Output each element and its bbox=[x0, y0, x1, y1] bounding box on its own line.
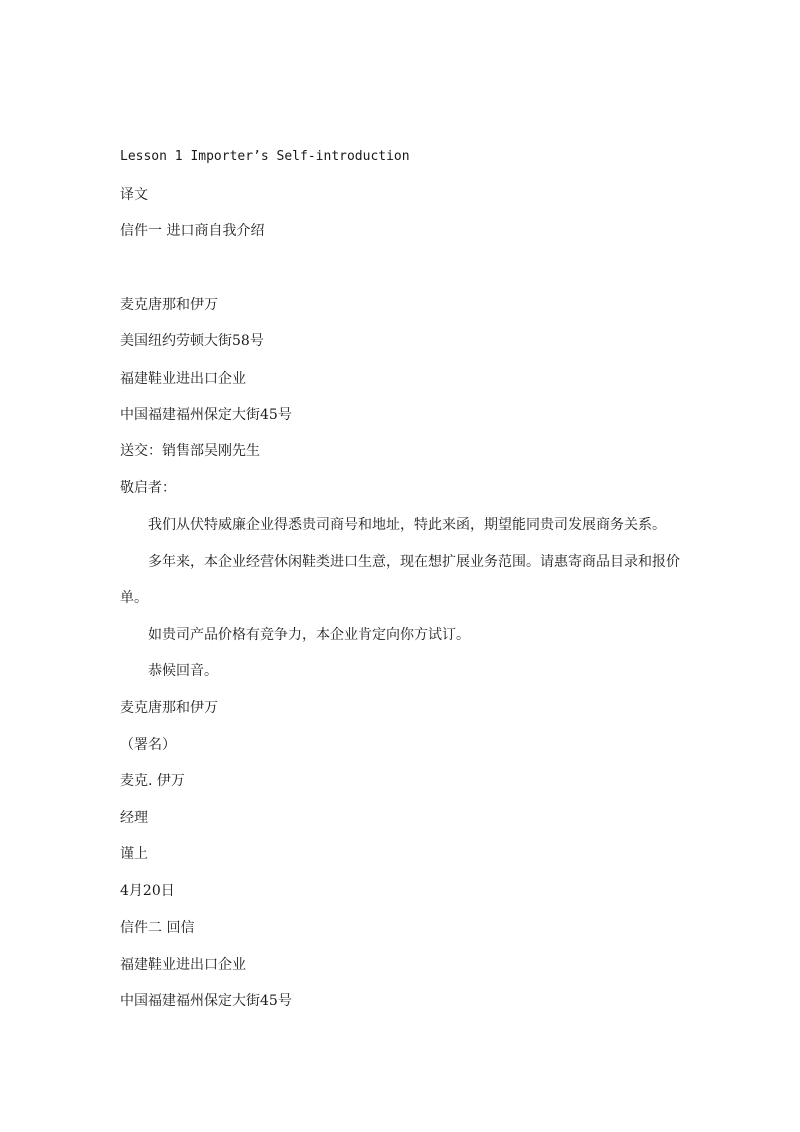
salutation: 敬启者： bbox=[120, 480, 176, 496]
signer-name: 麦克. 伊万 bbox=[120, 773, 185, 789]
attention-line: 送交：销售部吴刚先生 bbox=[120, 443, 260, 459]
sender-address: 美国纽约劳顿大街58号 bbox=[120, 333, 264, 349]
signature-note: （署名） bbox=[120, 737, 176, 753]
letter-date: 4月20日 bbox=[120, 883, 175, 899]
letter2-address: 中国福建福州保定大街45号 bbox=[120, 993, 292, 1009]
letter1-heading: 信件一 进口商自我介绍 bbox=[120, 223, 265, 239]
body-paragraph: 如贵司产品价格有竞争力，本企业肯定向你方试订。 bbox=[148, 627, 470, 643]
body-paragraph: 恭候回音。 bbox=[148, 663, 218, 679]
body-paragraph-continuation: 单。 bbox=[120, 590, 148, 606]
closing-company: 麦克唐那和伊万 bbox=[120, 700, 218, 716]
recipient-address: 中国福建福州保定大街45号 bbox=[120, 407, 292, 423]
closing-phrase: 谨上 bbox=[120, 846, 148, 862]
sender-name: 麦克唐那和伊万 bbox=[120, 297, 218, 313]
recipient-company: 福建鞋业进出口企业 bbox=[120, 371, 246, 387]
lesson-title: Lesson 1 Importer’s Self-introduction bbox=[120, 149, 410, 164]
letter2-heading: 信件二 回信 bbox=[120, 920, 195, 936]
signer-title: 经理 bbox=[120, 810, 148, 826]
body-paragraph: 多年来，本企业经营休闲鞋类进口生意，现在想扩展业务范围。请惠寄商品目录和报价 bbox=[148, 554, 680, 570]
body-paragraph: 我们从伏特威廉企业得悉贵司商号和地址，特此来函，期望能同贵司发展商务关系。 bbox=[148, 517, 666, 533]
letter2-company: 福建鞋业进出口企业 bbox=[120, 957, 246, 973]
section-label: 译文 bbox=[120, 187, 148, 203]
